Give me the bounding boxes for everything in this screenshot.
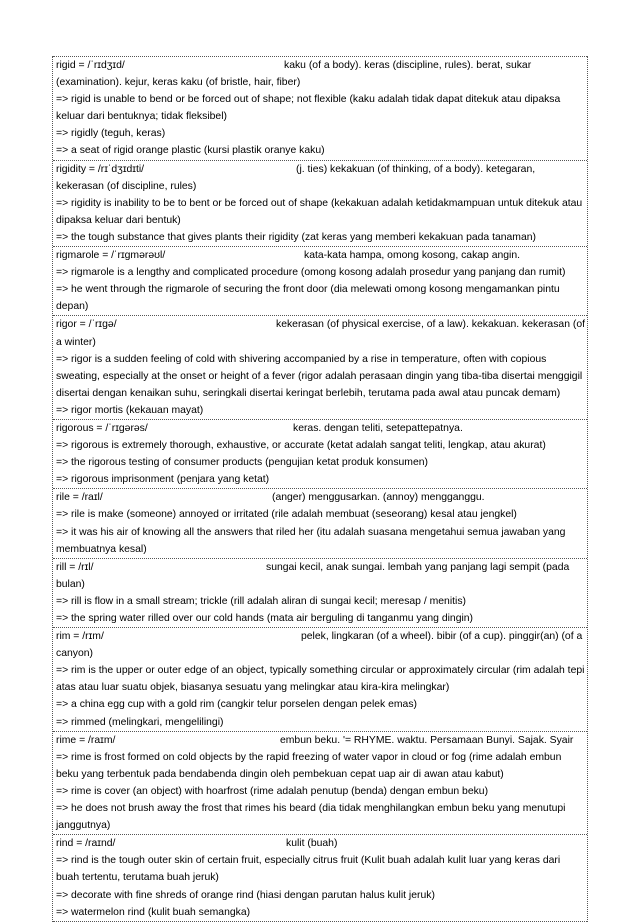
headword-pronunciation: rill = /rɪl/ (56, 561, 94, 573)
dictionary-page (52, 56, 588, 922)
dictionary-entry (53, 160, 587, 246)
headword-pronunciation: rigid = /ˈrɪdʒɪd/ (56, 60, 125, 71)
example-line: => rind is the tough outer skin of certain fruit, especially citrus fruit (Kulit buah adalah kulit luar yang keras dari buah tertentu, terutama buah jeruk) (56, 855, 561, 884)
headword-pronunciation: rigorous = /ˈrɪɡərəs/ (56, 422, 148, 434)
entry-headline (56, 420, 585, 437)
example-line: => it was his air of knowing all the answers that riled her (itu adalah suasana mengetahui semua jawaban yang membuatnya kesal) (56, 526, 566, 555)
dictionary-entry (53, 627, 587, 731)
headword-pronunciation: rim = /rɪm/ (56, 631, 104, 643)
entry-headline (56, 489, 585, 506)
example-line: => the tough substance that gives plants their rigidity (zat keras yang memberi kekakuan pada tanaman) (56, 231, 536, 243)
example-line: => rigid is unable to bend or be forced out of shape; not flexible (kaku adalah tidak dapat ditekuk atau dipaksa keluar dari bentuknya; tidak fleksibel) (56, 94, 561, 123)
translation: kata-kata hampa, omong kosong, cakap angin. (304, 250, 521, 262)
translation: embun beku. '= RHYME. waktu. Persamaan Bunyi. Sajak. Syair (280, 734, 574, 746)
example-line: => rigor is a sudden feeling of cold with shivering accompanied by a rise in temperature, often with copious sweating, especially at the onset or height of a fever (rigor adalah perasaan dingin yang tiba-tiba disertai menggigil disertai dengan kenaikan suhu, seringkali disertai keringat berlebih, terutama pada awal atau puncak demam) (56, 353, 583, 399)
dictionary-entry (53, 246, 587, 315)
example-line: => rime is cover (an object) with hoarfrost (rime adalah penutup (benda) dengan embun beku) (56, 785, 489, 797)
translation: kulit (buah) (286, 838, 338, 850)
headword-pronunciation: rime = /raɪm/ (56, 734, 116, 746)
example-line: => rimmed (melingkari, mengelilingi) (56, 716, 224, 728)
translation: kaku (of a body). keras (discipline, rules). berat, sukar (examination). kejur, keras kaku (of bristle, hair, fiber) (56, 60, 532, 89)
translation: keras. dengan teliti, setepattepatnya. (293, 422, 463, 434)
entry-headline (56, 559, 585, 593)
entry-headline (56, 316, 585, 350)
example-line: => rigmarole is a lengthy and complicated procedure (omong kosong adalah prosedur yang panjang dan rumit) (56, 267, 566, 279)
headword-pronunciation: rigidity = /rɪˈdʒɪdɪti/ (56, 163, 145, 175)
dictionary-entry (53, 731, 587, 835)
entry-headline (56, 732, 585, 749)
example-line: => rime is frost formed on cold objects by the rapid freezing of water vapor in cloud or fog (rime adalah embun beku yang terbentuk pada bendabenda dingin oleh pembekuan cepat uap air di awan atau kabut) (56, 751, 562, 780)
translation: pelek, lingkaran (of a wheel). bibir (of a cup). pinggir(an) (of a canyon) (56, 631, 583, 660)
entry-headline (56, 835, 585, 852)
entry-headline (56, 247, 585, 264)
example-line: => rigidly (teguh, keras) (56, 128, 166, 140)
dictionary-entry (53, 419, 587, 488)
example-line: => rigidity is inability to be to bent or be forced out of shape (kekakuan adalah ketidakmampuan untuk ditekuk atau dipaksa keluar dari bentuk) (56, 197, 583, 226)
headword-pronunciation: rigmarole = /ˈrɪɡmərəʊl/ (56, 250, 166, 262)
dictionary-entry (53, 488, 587, 557)
dictionary-entry (53, 558, 587, 627)
entry-headline (56, 57, 585, 91)
example-line: => rigor mortis (kekauan mayat) (56, 404, 204, 416)
translation: (j. ties) kekakuan (of thinking, of a body). ketegaran, kekerasan (of discipline, rules) (56, 163, 536, 192)
translation: (anger) menggusarkan. (annoy) mengganggu. (272, 492, 485, 504)
example-line: => rill is flow in a small stream; trickle (rill adalah aliran di sungai kecil; meresap / menitis) (56, 595, 466, 607)
example-line: => the spring water rilled over our cold hands (mata air berguling di tanganmu yang dingin) (56, 613, 474, 624)
entry-headline (56, 628, 585, 662)
example-line: => a china egg cup with a gold rim (cangkir telur porselen dengan pelek emas) (56, 699, 417, 711)
example-line: => rigorous is extremely thorough, exhaustive, or accurate (ketat adalah sangat teliti, lengkap, atau akurat) (56, 440, 546, 452)
headword-pronunciation: rigor = /ˈrɪɡə/ (56, 319, 117, 331)
example-line: => rile is make (someone) annoyed or irritated (rile adalah membuat (seseorang) kesal atau jengkel) (56, 509, 517, 521)
example-line: => rim is the upper or outer edge of an object, typically something circular or approximately circular (rim adalah tepi atas atau luar suatu objek, biasanya sesuatu yang melingkar atau kira-kira melingkar) (56, 665, 585, 694)
example-line: => a seat of rigid orange plastic (kursi plastik oranye kaku) (56, 145, 325, 157)
example-line: => he does not brush away the frost that rimes his beard (dia tidak menghilangkan embun beku yang menutupi janggutnya) (56, 803, 566, 832)
example-line: => rigorous imprisonment (penjara yang ketat) (56, 474, 270, 486)
translation: sungai kecil, anak sungai. lembah yang panjang lagi sempit (pada bulan) (56, 561, 570, 590)
dictionary-entry (53, 315, 587, 419)
headword-pronunciation: rind = /raɪnd/ (56, 838, 116, 850)
translation: kekerasan (of physical exercise, of a law). kekakuan. kekerasan (of a winter) (56, 319, 585, 348)
example-line: => the rigorous testing of consumer products (pengujian ketat produk konsumen) (56, 457, 428, 469)
example-line: => decorate with fine shreds of orange rind (hiasi dengan parutan halus kulit jeruk) (56, 889, 435, 901)
dictionary-entry (53, 834, 587, 921)
example-line: => he went through the rigmarole of securing the front door (dia melewati omong kosong mengamankan pintu depan) (56, 284, 560, 313)
dictionary-entry (53, 56, 587, 160)
entry-headline (56, 161, 585, 195)
example-line: => watermelon rind (kulit buah semangka) (56, 906, 251, 918)
headword-pronunciation: rile = /raɪl/ (56, 492, 103, 504)
